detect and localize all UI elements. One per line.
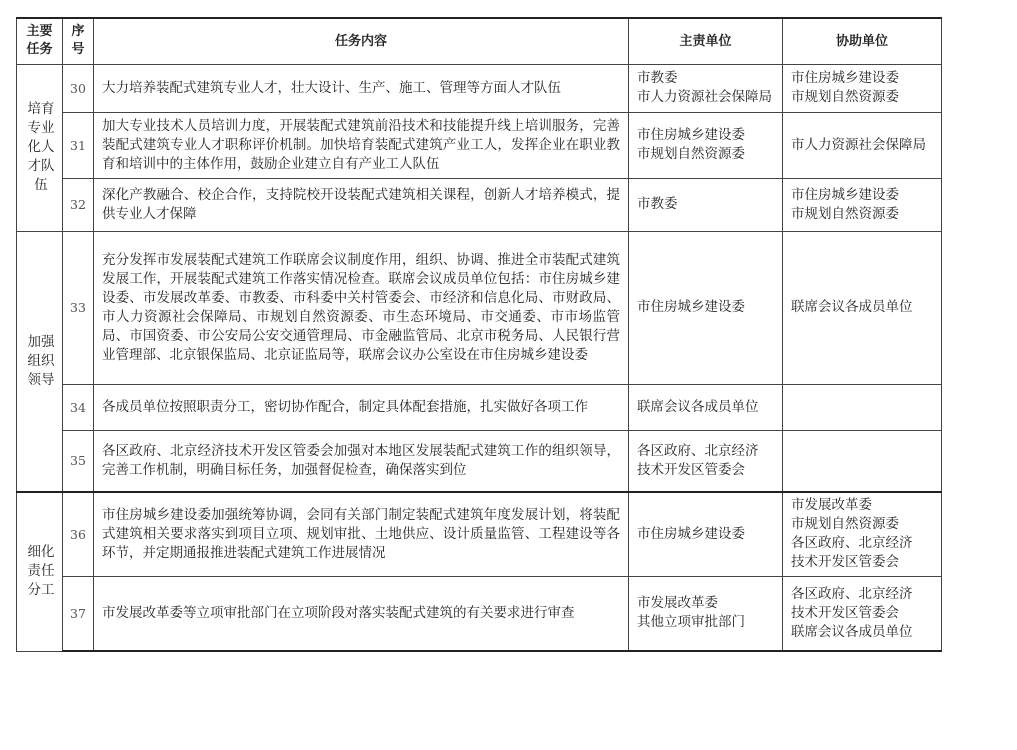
assist-unit: 各区政府、北京经济 技术开发区管委会 联席会议各成员单位	[783, 576, 942, 651]
row-number: 36	[63, 492, 94, 576]
row-number: 35	[63, 430, 94, 492]
assist-unit: 联席会议各成员单位	[783, 231, 942, 384]
task-content: 加大专业技术人员培训力度，开展装配式建筑前沿技术和技能提升线上培训服务，完善装配式建筑专业人才职称评价机制。加快培育装配式建筑产业工人，发挥企业在职业教育和培训中的主体作用，鼓励企业建立自有产业工人队伍	[94, 112, 629, 178]
row-number: 31	[63, 112, 94, 178]
table-row	[17, 178, 942, 231]
lead-unit: 市住房城乡建设委	[629, 492, 783, 576]
row-number: 33	[63, 231, 94, 384]
table-row	[17, 112, 942, 178]
lead-unit: 市住房城乡建设委 市规划自然资源委	[629, 112, 783, 178]
assist-unit: 市发展改革委 市规划自然资源委 各区政府、北京经济 技术开发区管委会	[783, 492, 942, 576]
assist-unit: 市住房城乡建设委 市规划自然资源委	[783, 178, 942, 231]
task-content: 各区政府、北京经济技术开发区管委会加强对本地区发展装配式建筑工作的组织领导，完善工作机制，明确目标任务，加强督促检查，确保落实到位	[94, 430, 629, 492]
row-number: 37	[63, 576, 94, 651]
task-content: 市发展改革委等立项审批部门在立项阶段对落实装配式建筑的有关要求进行审查	[94, 576, 629, 651]
table-row	[17, 576, 942, 651]
lead-unit: 联席会议各成员单位	[629, 384, 783, 430]
task-table	[16, 17, 942, 652]
task-content: 深化产教融合、校企合作，支持院校开设装配式建筑相关课程，创新人才培养模式，提供专业人才保障	[94, 178, 629, 231]
header-group: 主要任务	[17, 18, 63, 64]
table-row	[17, 64, 942, 112]
task-content: 市住房城乡建设委加强统筹协调，会同有关部门制定装配式建筑年度发展计划，将装配式建筑相关要求落实到项目立项、规划审批、土地供应、设计质量监管、工程建设等各环节，并定期通报推进装配式建筑工作进展情况	[94, 492, 629, 576]
task-content: 大力培养装配式建筑专业人才，壮大设计、生产、施工、管理等方面人才队伍	[94, 64, 629, 112]
assist-unit	[783, 384, 942, 430]
table-row	[17, 231, 942, 384]
group-label: 加强组织领导	[17, 231, 63, 492]
table-row	[17, 430, 942, 492]
header-row	[17, 18, 942, 64]
task-content: 各成员单位按照职责分工，密切协作配合，制定具体配套措施，扎实做好各项工作	[94, 384, 629, 430]
header-no: 序号	[63, 18, 94, 64]
lead-unit: 各区政府、北京经济 技术开发区管委会	[629, 430, 783, 492]
lead-unit: 市教委	[629, 178, 783, 231]
assist-unit: 市人力资源社会保障局	[783, 112, 942, 178]
header-content: 任务内容	[94, 18, 629, 64]
assist-unit: 市住房城乡建设委 市规划自然资源委	[783, 64, 942, 112]
table-row	[17, 492, 942, 576]
group-label: 培育专业化人才队伍	[17, 64, 63, 231]
task-content: 充分发挥市发展装配式建筑工作联席会议制度作用，组织、协调、推进全市装配式建筑发展工作，开展装配式建筑工作落实情况检查。联席会议成员单位包括：市住房城乡建设委、市发展改革委、市教委、市科委中关村管委会、市经济和信息化局、市财政局、市人力资源社会保障局、市规划自然资源委、市生态环境局、市交通委、市市场监管局、市国资委、市公安局公安交通管理局、市金融监管局、北京市税务局、人民银行营业管理部、北京银保监局、北京证监局等，联席会议办公室设在市住房城乡建设委	[94, 231, 629, 384]
row-number: 30	[63, 64, 94, 112]
row-number: 34	[63, 384, 94, 430]
lead-unit: 市教委 市人力资源社会保障局	[629, 64, 783, 112]
assist-unit	[783, 430, 942, 492]
lead-unit: 市住房城乡建设委	[629, 231, 783, 384]
group-label: 细化责任分工	[17, 492, 63, 651]
table-row	[17, 384, 942, 430]
header-assist-unit: 协助单位	[783, 18, 942, 64]
lead-unit: 市发展改革委 其他立项审批部门	[629, 576, 783, 651]
row-number: 32	[63, 178, 94, 231]
header-lead-unit: 主责单位	[629, 18, 783, 64]
